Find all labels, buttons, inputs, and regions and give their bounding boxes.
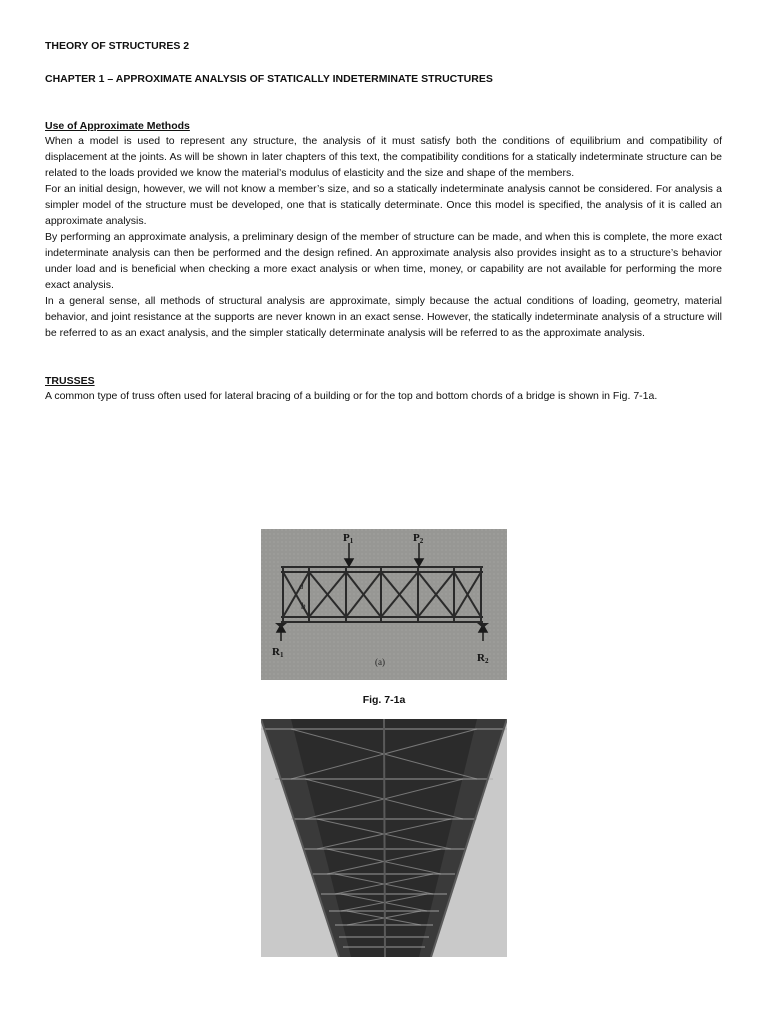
label-r2: R2 — [477, 652, 489, 665]
paragraph: In a general sense, all methods of structural analysis are approximate, simply because the actual conditions of loading, geometry, material behavior, and joint resistance at the supports are never known in an exact sense. However, the statically indeterminate analysis of a structure will be referred to as an exact analysis, and the simpler statically determinate analysis will be referred to as the approximate analysis. — [45, 295, 722, 339]
label-p1: P1 — [343, 532, 354, 545]
paragraph: A common type of truss often used for lateral bracing of a building or for the top and bottom chords of a bridge is shown in Fig. 7-1a. — [45, 390, 658, 402]
section-heading-trusses: TRUSSES — [45, 375, 95, 387]
paragraph: By performing an approximate analysis, a preliminary design of the member of structure can be made, and when this is complete, the more exact indeterminate analysis can then be performed and the design refined. An approximate analysis also provides insight as to a structure’s behavior under load and is beneficial when checking a more exact analysis or when time, money, or capability are not available for performing the more exact analysis. — [45, 231, 722, 291]
course-title: THEORY OF STRUCTURES 2 — [45, 40, 190, 52]
document-page — [45, 34, 722, 404]
truss-diagram — [261, 529, 507, 680]
paragraph: When a model is used to represent any structure, the analysis of it must satisfy both the conditions of equilibrium and compatibility of displacement at the joints. As will be shown in later chapters of this text, the compatibility conditions for a statically indeterminate structure can be related to the loads provided we know the material’s modulus of elasticity and the size and shape of the members. — [45, 135, 722, 179]
truss-diagram-figure — [261, 529, 507, 680]
label-p2: P2 — [413, 532, 424, 545]
label-panel: (a) — [375, 657, 385, 667]
figure-caption: Fig. 7-1a — [362, 694, 406, 706]
bridge-underside-photo — [261, 719, 507, 957]
label-a: a — [299, 581, 304, 591]
label-r1: R1 — [272, 646, 284, 659]
label-b: b — [301, 601, 306, 611]
section-heading-approximate-methods: Use of Approximate Methods — [45, 120, 190, 132]
chapter-title: CHAPTER 1 – APPROXIMATE ANALYSIS OF STATICALLY INDETERMINATE STRUCTURES — [45, 73, 493, 85]
paragraph: For an initial design, however, we will not know a member’s size, and so a statically indeterminate analysis cannot be considered. For analysis a simpler model of the structure must be developed, one that is statically determinate. Once this model is specified, the analysis of it is called an approximate analysis. — [45, 183, 722, 227]
bridge-photo-icon — [261, 719, 507, 957]
